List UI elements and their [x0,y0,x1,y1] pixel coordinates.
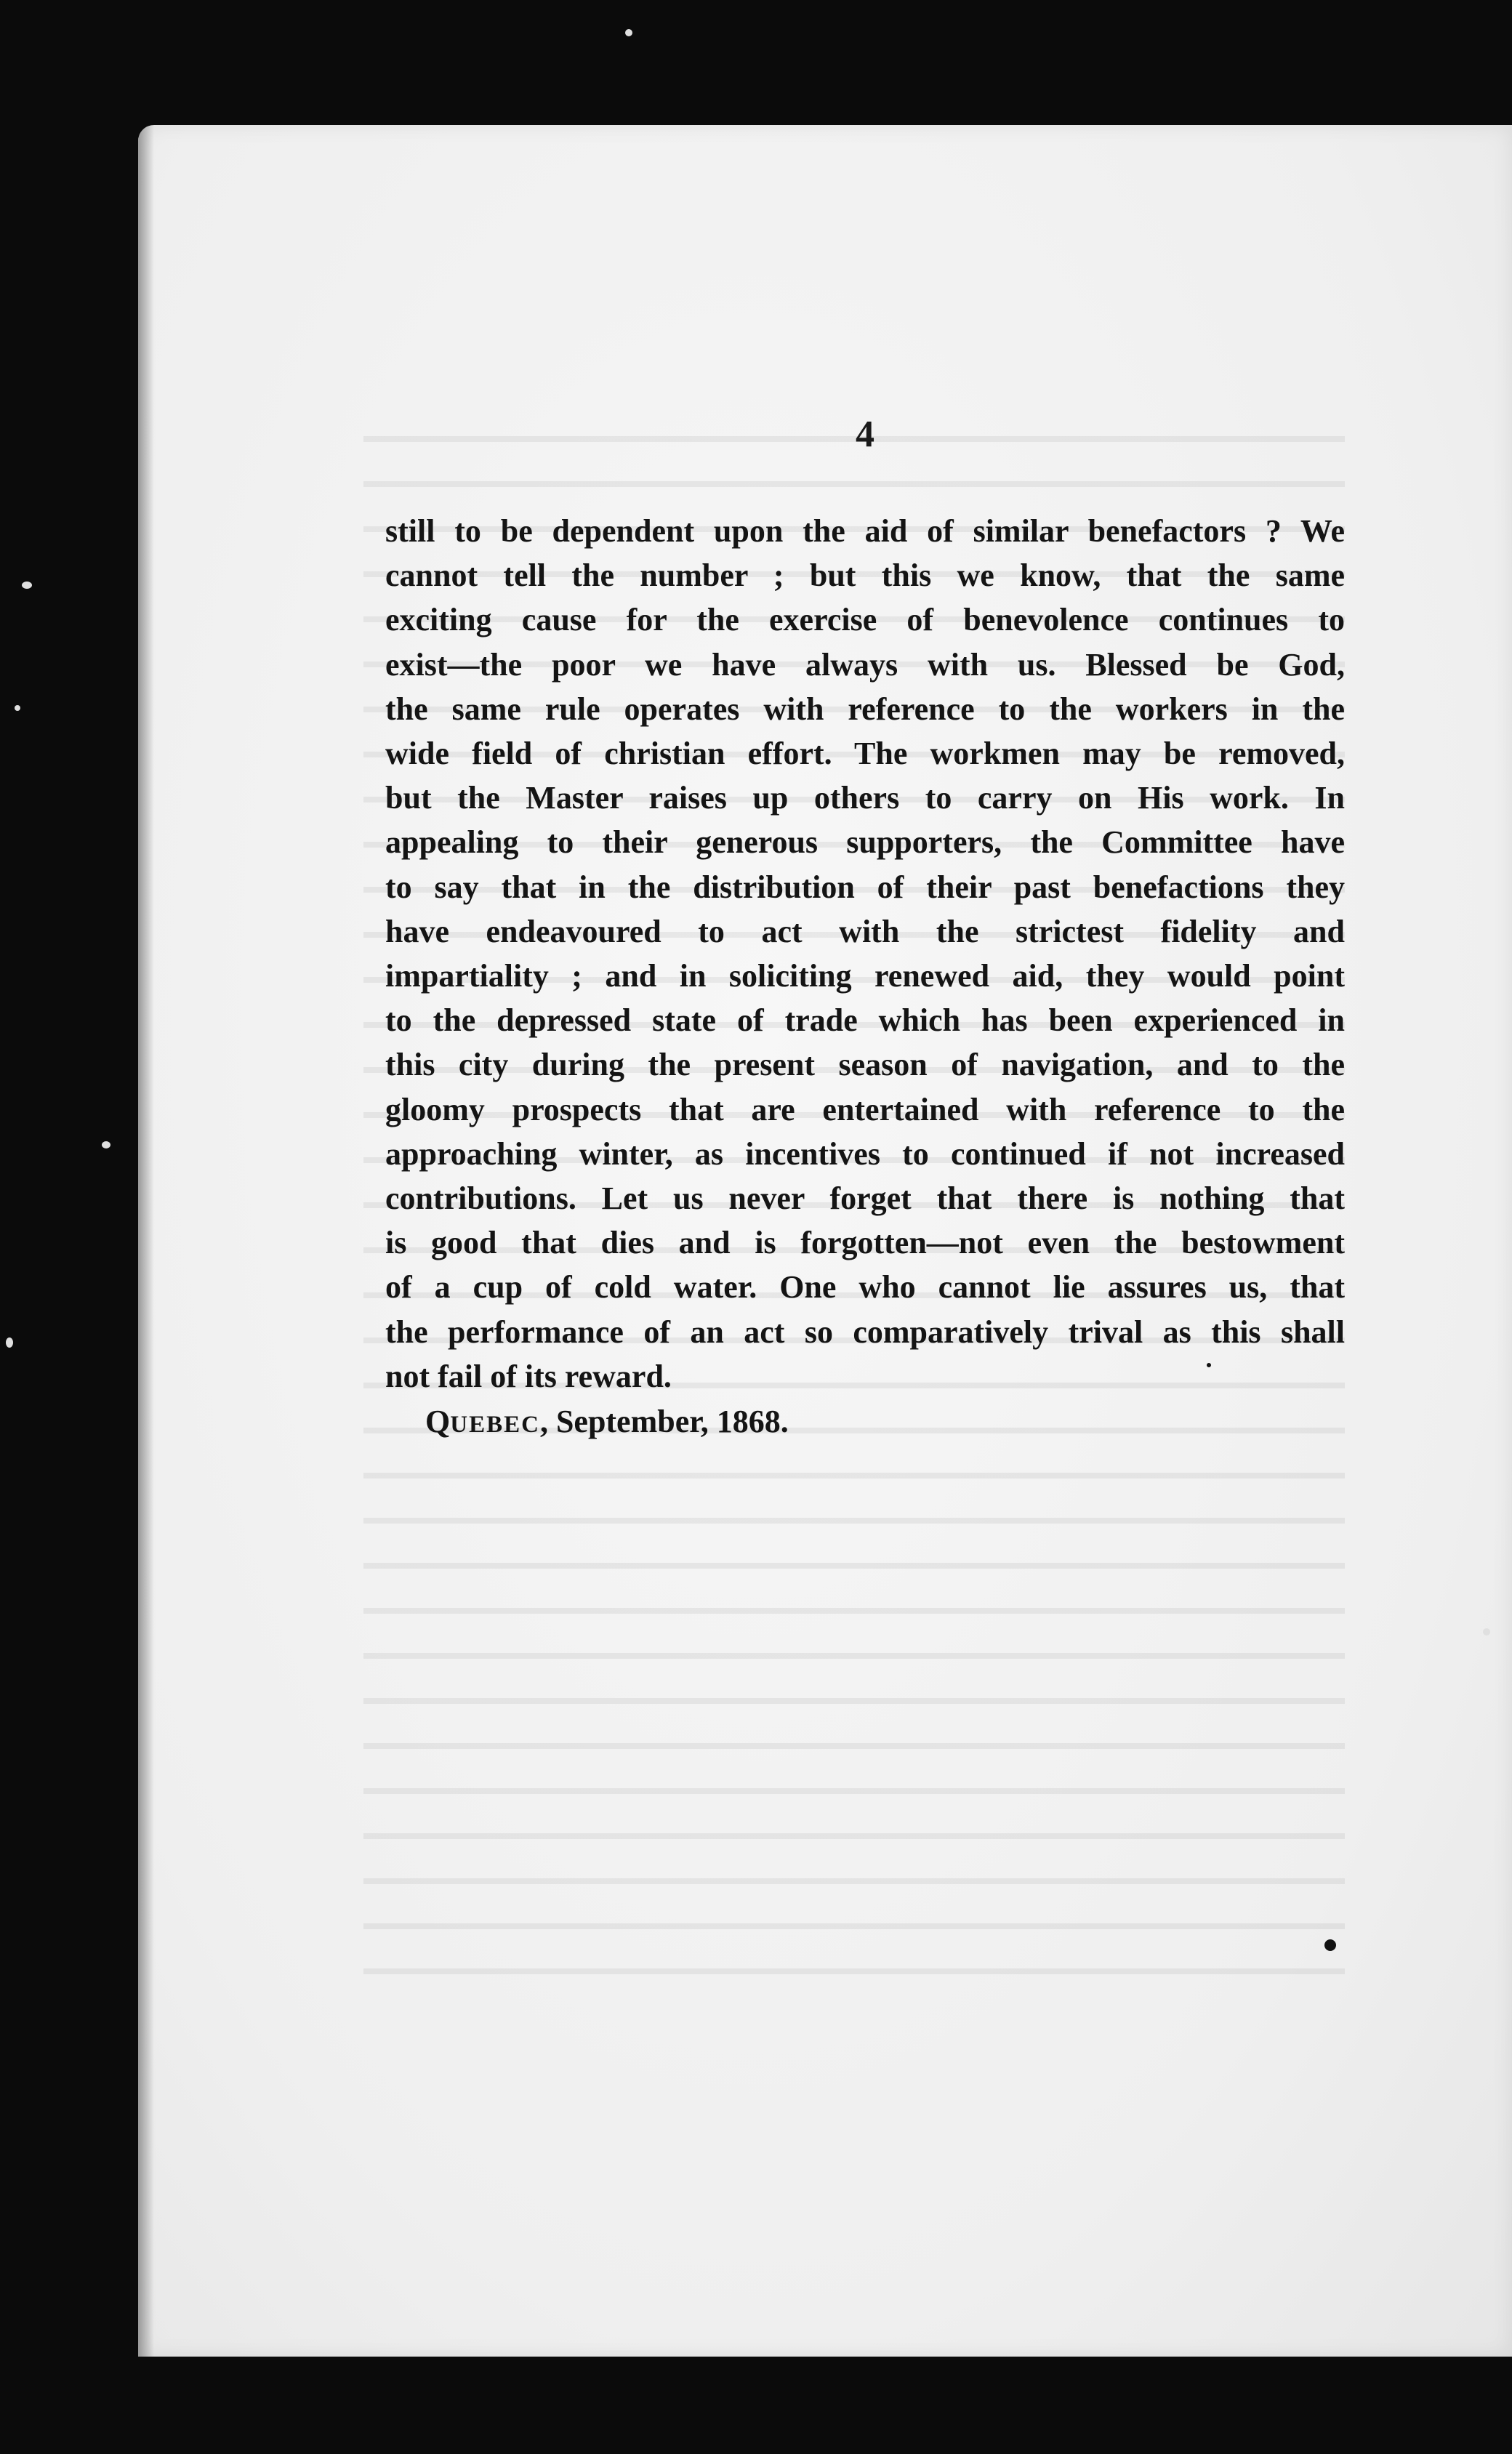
text-line: not fail of its reward. [385,1358,672,1394]
ink-speck [1207,1363,1211,1367]
dust-speck [15,705,20,711]
text-line: exist—the poor we have always with us. Blessed be God, [385,646,1345,683]
text-line: still to be dependent upon the aid of similar benefactors ? We [385,513,1345,549]
text-line: approaching winter, as incentives to continued if not increased [385,1135,1345,1172]
page-number: 4 [856,414,874,455]
text-line: appealing to their generous supporters, the Committee have [385,824,1345,861]
text-line: but the Master raises up others to carry on His work. In [385,780,1345,816]
dust-speck [102,1141,110,1148]
dust-speck [22,582,32,589]
text-line: to say that in the distribution of their past benefactions they [385,869,1345,905]
text-line: have endeavoured to act with the strictest fidelity and [385,913,1345,949]
text-line: exciting cause for the exercise of benevolence continues to [385,602,1345,638]
text-line: is good that dies and is forgotten—not even the bestowment [385,1225,1345,1261]
text-line: of a cup of cold water. One who cannot lie assures us, that [385,1269,1345,1306]
signature-date: , September, 1868. [539,1404,789,1439]
text-line: the performance of an act so comparatively trival as this shall [385,1314,1345,1350]
signature-line [425,1403,789,1440]
ink-speck [1324,1939,1336,1951]
dust-speck [625,29,632,36]
text-line: this city during the present season of navigation, and to the [385,1047,1345,1083]
text-line: the same rule operates with reference to the workers in the [385,691,1345,727]
text-line: impartiality ; and in soliciting renewed aid, they would point [385,958,1345,994]
text-line: wide field of christian effort. The workmen may be removed, [385,736,1345,772]
text-line: cannot tell the number ; but this we know, that the same [385,558,1345,594]
text-line: gloomy prospects that are entertained with reference to the [385,1091,1345,1127]
signature-place-initial: Q [425,1404,451,1439]
dust-speck [6,1337,13,1348]
signature-place-rest: UEBEC [450,1412,540,1438]
page-edge-shadow [138,125,154,2357]
text-line: to the depressed state of trade which has been experienced in [385,1002,1345,1039]
text-line: contributions. Let us never forget that there is nothing that [385,1180,1345,1217]
body-paragraph [385,509,1345,1399]
dust-speck [1483,1628,1490,1636]
